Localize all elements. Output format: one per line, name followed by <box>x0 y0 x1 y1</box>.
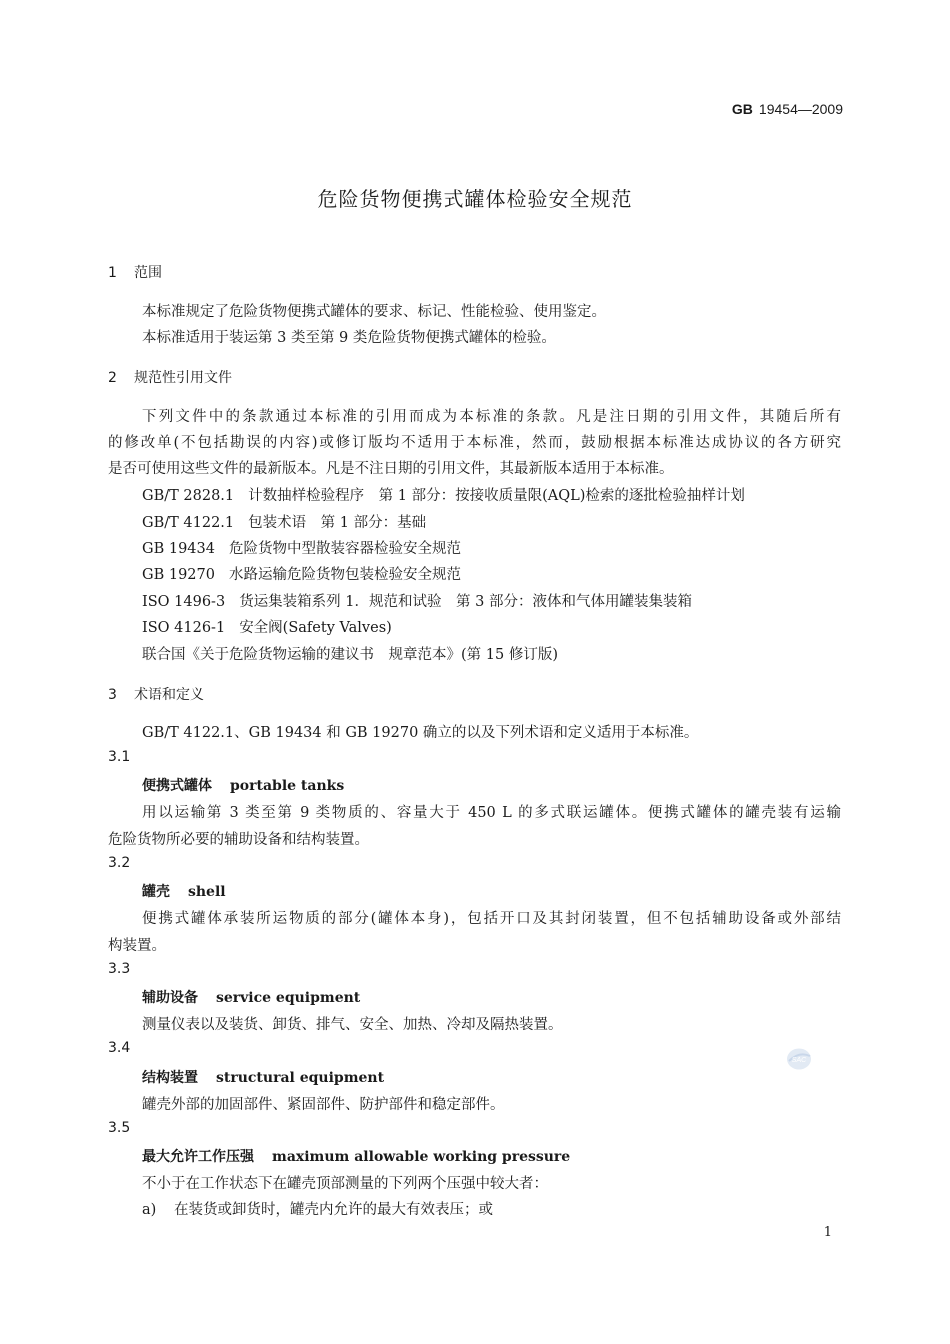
term-definition-line: 测量仪表以及装货、卸货、排气、安全、加热、冷却及隔热装置。 <box>142 1017 563 1033</box>
term-heading: 辅助设备 service equipment <box>142 990 361 1006</box>
list-item: a) 在装货或卸货时，罐壳内允许的最大有效表压；或 <box>142 1202 493 1218</box>
reference-item: GB 19434 危险货物中型散装容器检验安全规范 <box>142 541 461 557</box>
term-definition-line: 便携式罐体承装所运物质的部分(罐体本身)，包括开口及其封闭装置，但不包括辅助设备或外部结 <box>142 911 841 927</box>
svg-text:SAC: SAC <box>791 1057 807 1064</box>
term-heading: 便携式罐体 portable tanks <box>142 778 345 794</box>
page-number: 1 <box>823 1225 832 1240</box>
section-1-heading: 1 范围 <box>108 265 162 281</box>
term-definition-line: 不小于在工作状态下在罐壳顶部测量的下列两个压强中较大者： <box>142 1176 548 1192</box>
reference-item: GB/T 2828.1 计数抽样检验程序 第 1 部分：按接收质量限(AQL)检索的逐批检验抽样计划 <box>142 488 745 504</box>
term-definition-line: 构装置。 <box>108 938 166 954</box>
term-definition-line: 危险货物所必要的辅助设备和结构装置。 <box>108 832 369 848</box>
section-2-intro-line: 是否可使用这些文件的最新版本。凡是不注日期的引用文件，其最新版本适用于本标准。 <box>108 461 674 477</box>
term-definition-line: 用以运输第 3 类至第 9 类物质的、容量大于 450 L 的多式联运罐体。便携式罐体的罐壳装有运输 <box>142 805 841 821</box>
clause-number: 3.5 <box>108 1120 131 1136</box>
standard-code: GB 19454—2009 <box>731 101 843 117</box>
term-definition-line: 罐壳外部的加固部件、紧固部件、防护部件和稳定部件。 <box>142 1097 505 1113</box>
clause-number: 3.2 <box>108 855 131 871</box>
section-1-paragraph: 本标准规定了危险货物便携式罐体的要求、标记、性能检验、使用鉴定。 <box>142 304 606 320</box>
reference-item: ISO 1496-3 货运集装箱系列 1．规范和试验 第 3 部分：液体和气体用罐装集装箱 <box>142 594 692 610</box>
section-3-heading: 3 术语和定义 <box>108 687 204 703</box>
section-2-intro-line: 下列文件中的条款通过本标准的引用而成为本标准的条款。凡是注日期的引用文件，其随后所有 <box>142 409 841 425</box>
section-1-paragraph: 本标准适用于装运第 3 类至第 9 类危险货物便携式罐体的检验。 <box>142 330 556 346</box>
reference-item: GB 19270 水路运输危险货物包装检验安全规范 <box>142 567 461 583</box>
document-title: 危险货物便携式罐体检验安全规范 <box>317 187 633 211</box>
term-heading: 最大允许工作压强 maximum allowable working pressure <box>142 1149 571 1165</box>
reference-item: ISO 4126-1 安全阀(Safety Valves) <box>142 620 392 636</box>
section-2-intro-line: 的修改单(不包括勘误的内容)或修订版均不适用于本标准，然而，鼓励根据本标准达成协议的各方研究 <box>108 435 841 451</box>
section-2-heading: 2 规范性引用文件 <box>108 370 232 386</box>
term-heading: 罐壳 shell <box>142 884 226 900</box>
clause-number: 3.3 <box>108 961 131 977</box>
reference-item: 联合国《关于危险货物运输的建议书 规章范本》(第 15 修订版) <box>142 647 558 663</box>
clause-number: 3.4 <box>108 1040 131 1056</box>
reference-item: GB/T 4122.1 包装术语 第 1 部分：基础 <box>142 515 427 531</box>
section-3-intro: GB/T 4122.1、GB 19434 和 GB 19270 确立的以及下列术语和定义适用于本标准。 <box>142 725 699 741</box>
clause-number: 3.1 <box>108 749 131 765</box>
term-heading: 结构装置 structural equipment <box>142 1070 385 1086</box>
sac-watermark-logo <box>786 1047 812 1071</box>
